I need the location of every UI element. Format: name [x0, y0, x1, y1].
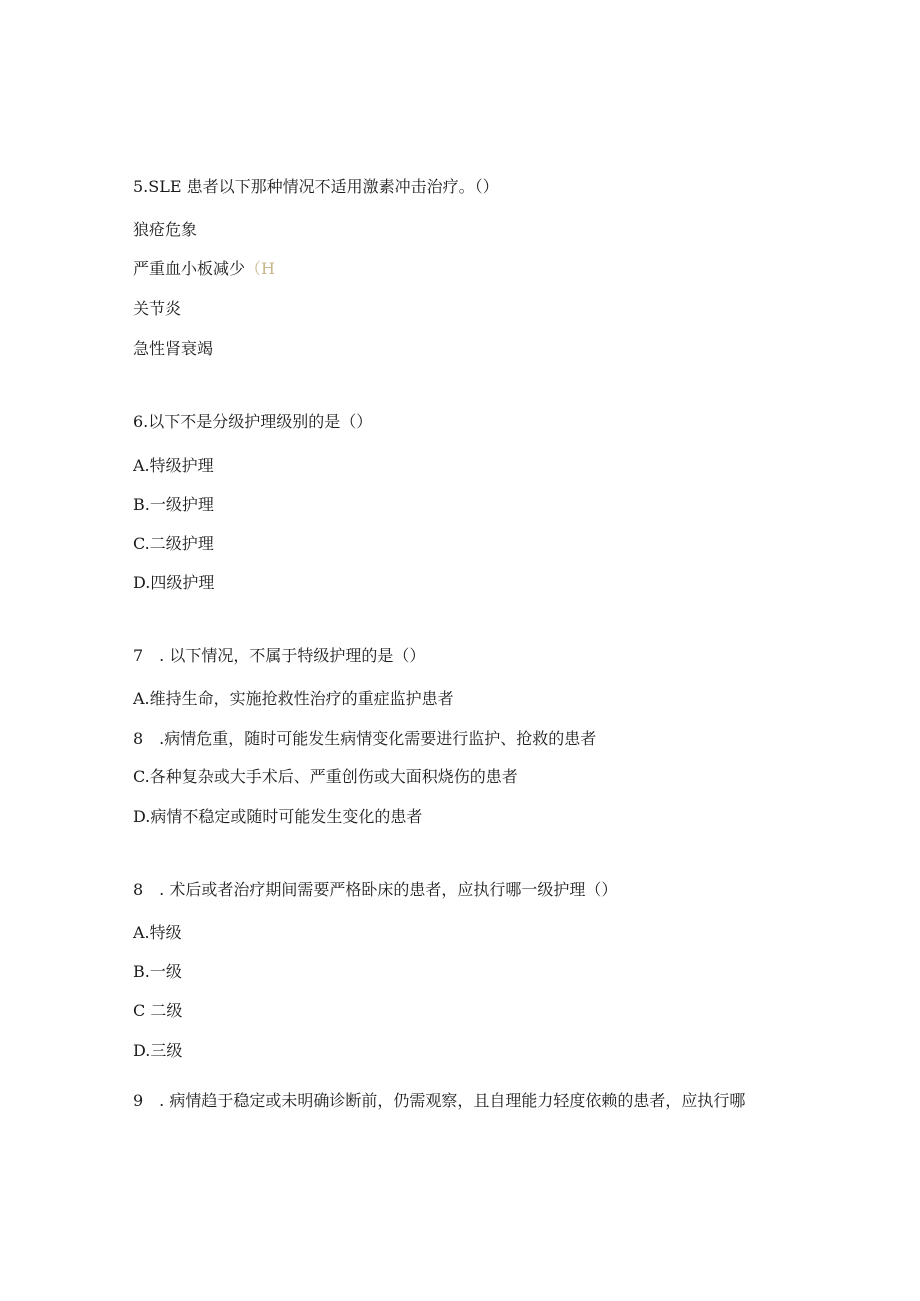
- question-5: 5.SLE 患者以下那种情况不适用激素冲击治疗。（）: [133, 177, 499, 196]
- q7-option-d: D.病情不稳定或随时可能发生变化的患者: [133, 807, 423, 826]
- question-8: 8 . 术后或者治疗期间需要严格卧床的患者，应执行哪一级护理（）: [133, 880, 618, 899]
- q8-option-b: B.一级: [133, 962, 182, 981]
- q5-option-4: 急性肾衰竭: [133, 339, 214, 358]
- q5-option-2: 严重血小板减少: [133, 259, 246, 278]
- q8-option-a: A.特级: [133, 923, 182, 942]
- q7-option-c: C.各种复杂或大手术后、严重创伤或大面积烧伤的患者: [133, 767, 518, 786]
- q5-option-1: 狼疮危象: [133, 220, 198, 239]
- q7-option-b: 8 .病情危重，随时可能发生病情变化需要进行监护、抢救的患者: [133, 729, 597, 748]
- q6-option-c: C.二级护理: [133, 534, 214, 553]
- q7-option-a: A.维持生命，实施抢救性治疗的重症监护患者: [133, 689, 454, 708]
- q6-option-d: D.四级护理: [133, 573, 215, 592]
- question-7: 7 . 以下情况，不属于特级护理的是（）: [133, 646, 426, 665]
- question-9: 9 . 病情趋于稳定或未明确诊断前，仍需观察，且自理能力轻度依赖的患者，应执行哪: [133, 1091, 746, 1110]
- q5-option-3: 关节炎: [133, 299, 182, 318]
- q6-option-a: A.特级护理: [133, 456, 214, 475]
- faint-mark: （H: [245, 259, 275, 278]
- question-6: 6.以下不是分级护理级别的是（）: [133, 412, 373, 431]
- q5-option-2-wrap: [133, 259, 275, 279]
- q6-option-b: B.一级护理: [133, 495, 214, 514]
- q8-option-d: D.三级: [133, 1041, 183, 1060]
- q8-option-c: C 二级: [133, 1001, 183, 1020]
